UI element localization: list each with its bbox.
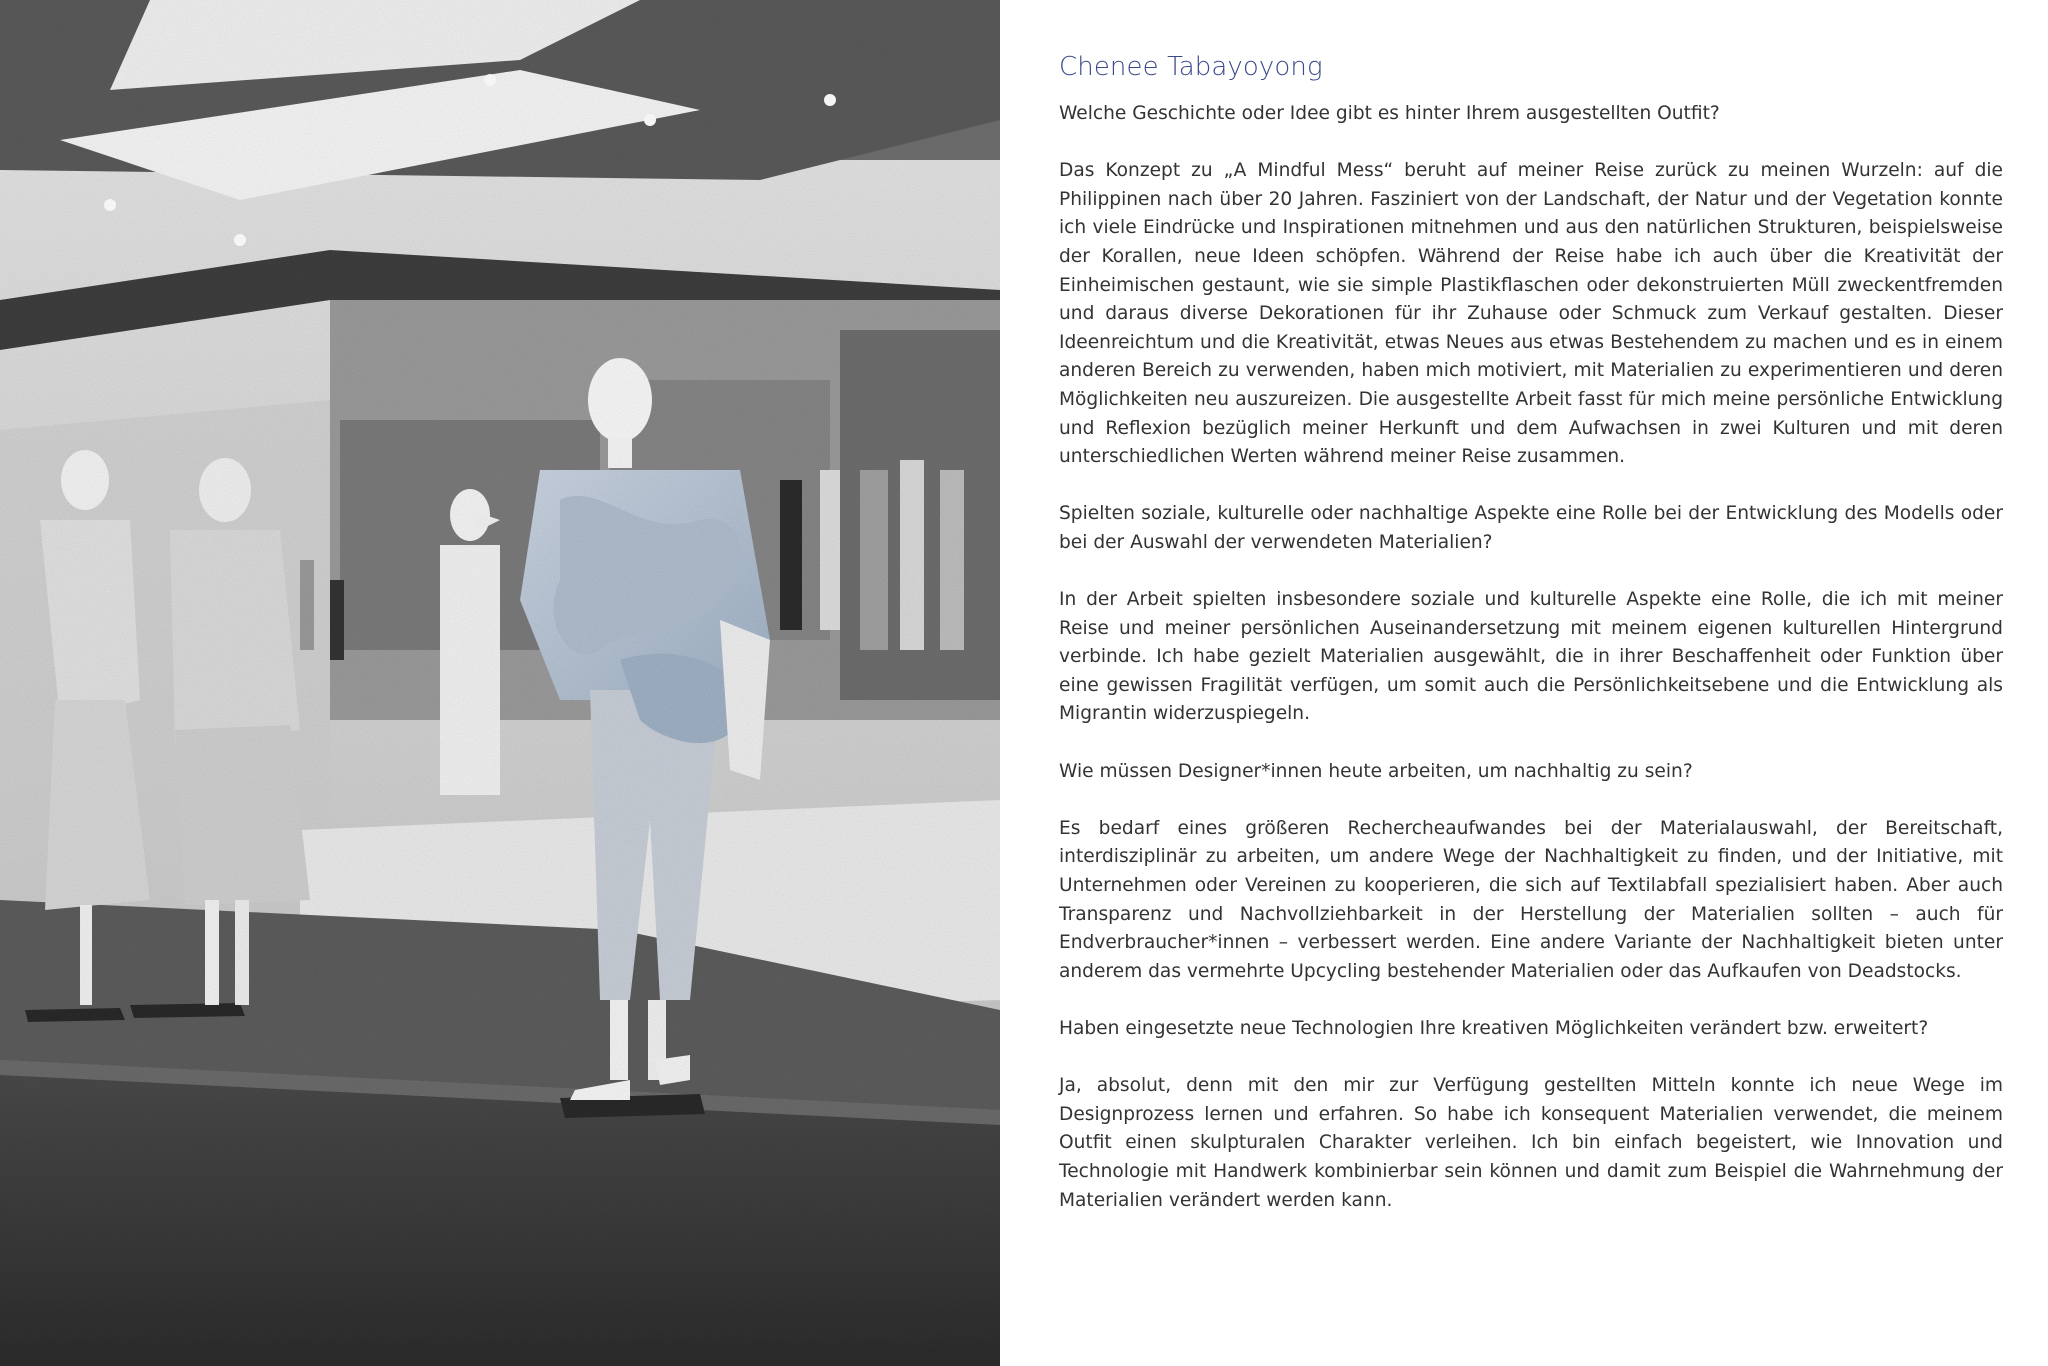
answer-1: Das Konzept zu „A Mindful Mess“ beruht auf meiner Reise zurück zu meinen Wurzeln: auf die Philippinen nach über 20 Jahren. Fasziniert von der Landschaft, der Natur und der Vegetation konnte ich viele Eindrücke und Inspirationen mitnehmen und aus den natürlichen Strukturen, beispielsweise der Korallen, neue Ideen schöpfen. Während der Reise habe ich auch über die Kreativität der Einheimischen gestaunt, wie sie simple Plastikflaschen oder dekonstruierten Müll zweckentfremden und daraus diverse Dekorationen für ihr Zuhause oder Schmuck zum Verkauf gestalten. Dieser Ideenreichtum und die Kreativität, etwas Neues aus etwas Bestehendem zu machen und es in einem anderen Bereich zu verwenden, haben mich motiviert, mit Materialien zu experimentieren und deren Möglichkeiten neu auszureizen. Die ausgestellte Arbeit fasst für mich meine persönliche Entwicklung und Reflexion bezüglich meiner Herkunft und dem Aufwachsen in zwei Kulturen und mit deren unterschiedlichen Werten während meiner Reise zusammen. [1059,160,2003,468]
question-2: Spielten soziale, kulturelle oder nachhaltige Aspekte eine Rolle bei der Entwicklung des Modells oder bei der Auswahl der verwendeten Materialien? [1059,503,2003,553]
author-name: Chenee Tabayoyong [1059,52,1323,82]
question-4: Haben eingesetzte neue Technologien Ihre kreativen Möglichkeiten verändert bzw. erweitert? [1059,1018,1929,1039]
answer-4: Ja, absolut, denn mit den mir zur Verfügung gestellten Mitteln konnte ich neue Wege im Designprozess lernen und erfahren. So habe ich konsequent Materialien verwendet, die meinem Outfit einen skulpturalen Charakter verleihen. Ich bin einfach begeistert, wie Innovation und Technologie mit Handwerk kombinierbar sein können und damit zum Beispiel die Wahrnehmung der Materialien verändert werden kann. [1059,1075,2003,1211]
answer-2: In der Arbeit spielten insbesondere soziale und kulturelle Aspekte eine Rolle, die ich mit meiner Reise und meiner persönlichen Auseinandersetzung mit meinem eigenen kulturellen Hintergrund verbinde. Ich habe gezielt Materialien ausgewählt, die in ihrer Beschaffenheit oder Funktion über eine gewissen Fragilität verfügen, um somit auch die Persönlichkeitsebene und die Entwicklung als Migrantin widerzuspiegeln. [1059,589,2003,725]
exhibition-photo-mannequins-icon [0,0,1000,1366]
exhibition-photo [0,0,1000,1366]
question-1: Welche Geschichte oder Idee gibt es hinter Ihrem ausgestellten Outfit? [1059,103,1720,124]
question-3: Wie müssen Designer*innen heute arbeiten, um nachhaltig zu sein? [1059,760,1693,782]
answer-3: Es bedarf eines größeren Rechercheaufwandes bei der Materialauswahl, der Bereitschaft, interdisziplinär zu arbeiten, um andere Wege der Nachhaltigkeit zu finden, und der Initiative, mit Unternehmen oder Vereinen zu kooperieren, die sich auf Textilabfall spezialisiert haben. Aber auch Transparenz und Nachvollziehbarkeit in der Herstellung der Materialien sollten – auch für Endverbraucher*innen – verbessert werden. Eine andere Variante der Nachhaltigkeit bieten unter anderem das vermehrte Upcycling bestehender Materialien oder das Aufkaufen von Deadstocks. [1059,817,2003,982]
article [1059,52,2003,1244]
